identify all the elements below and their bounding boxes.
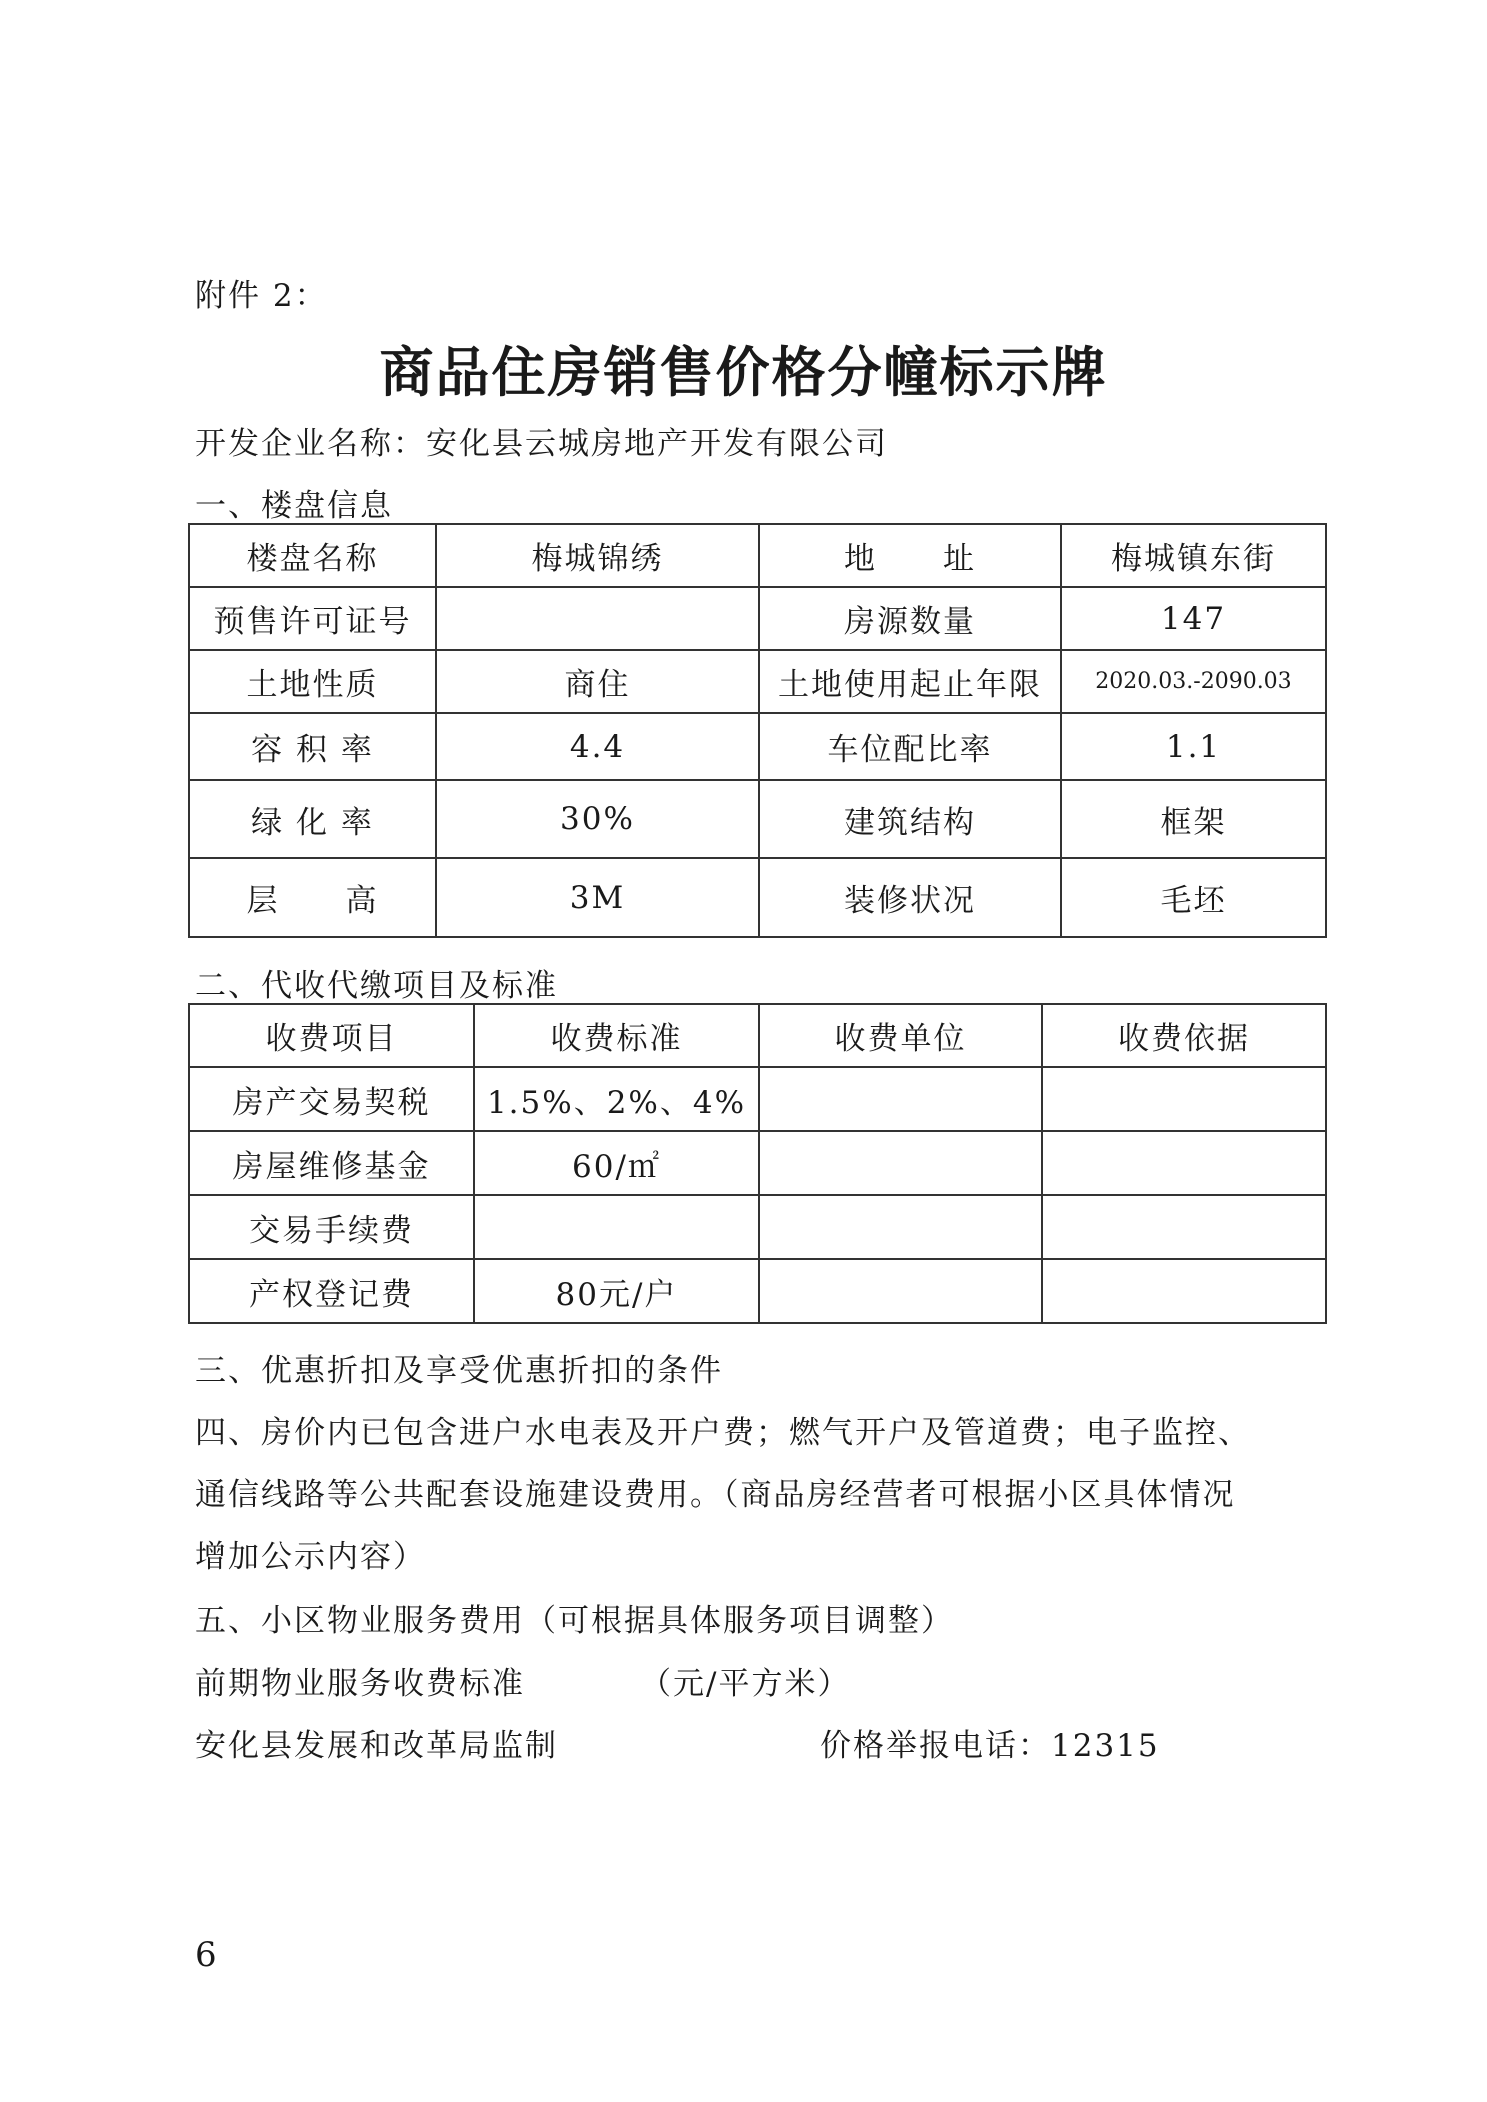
property-fee-label: 前期物业服务收费标准 [195, 1666, 525, 1702]
table-cell: 楼盘名称 [189, 524, 436, 587]
table-row [189, 650, 1326, 713]
table-row [189, 713, 1326, 780]
table-cell [759, 1131, 1042, 1195]
table-cell: 梅城镇东街 [1061, 524, 1326, 587]
table-cell: 房屋维修基金 [189, 1131, 474, 1195]
table-cell [759, 1259, 1042, 1323]
column-header: 收费标准 [474, 1004, 759, 1067]
table-cell: 容 积 率 [189, 713, 436, 780]
table-cell: 建筑结构 [759, 780, 1061, 858]
table-cell: 1.1 [1061, 713, 1326, 780]
table-cell: 1.5%、2%、4% [474, 1067, 759, 1131]
property-fee-unit: （元/平方米） [640, 1666, 851, 1702]
table-cell: 产权登记费 [189, 1259, 474, 1323]
table-cell [1042, 1067, 1326, 1131]
table-row [189, 524, 1326, 587]
table-cell: 房产交易契税 [189, 1067, 474, 1131]
table-cell [759, 1195, 1042, 1259]
fee-table [188, 1003, 1327, 1324]
table-cell: 框架 [1061, 780, 1326, 858]
section4-line2: 通信线路等公共配套设施建设费用。（商品房经营者可根据小区具体情况 [195, 1477, 1236, 1513]
column-header: 收费依据 [1042, 1004, 1326, 1067]
attachment-label: 附件 2： [195, 278, 328, 314]
table-cell: 30% [436, 780, 759, 858]
table-cell: 2020.03.-2090.03 [1061, 650, 1326, 713]
table-row [189, 587, 1326, 650]
table-cell: 毛坯 [1061, 858, 1326, 937]
page-number: 6 [195, 1935, 217, 1975]
table-row [189, 1259, 1326, 1323]
table-cell [474, 1195, 759, 1259]
supervisor: 安化县发展和改革局监制 [195, 1728, 558, 1764]
table-cell: 3M [436, 858, 759, 937]
table-cell [1042, 1259, 1326, 1323]
section1-heading: 一、楼盘信息 [195, 488, 393, 524]
table-header-row [189, 1004, 1326, 1067]
table-cell: 商住 [436, 650, 759, 713]
table-cell: 房源数量 [759, 587, 1061, 650]
table-row [189, 858, 1326, 937]
developer-name: 开发企业名称：安化县云城房地产开发有限公司 [195, 426, 888, 462]
table-cell: 地 址 [759, 524, 1061, 587]
table-cell: 60/㎡ [474, 1131, 759, 1195]
section5-heading: 五、小区物业服务费用（可根据具体服务项目调整） [195, 1603, 954, 1639]
table-cell: 土地性质 [189, 650, 436, 713]
page-title: 商品住房销售价格分幢标示牌 [379, 341, 1108, 404]
table-cell: 层 高 [189, 858, 436, 937]
section4-line1: 四、房价内已包含进户水电表及开户费；燃气开户及管道费；电子监控、 [195, 1415, 1251, 1451]
table-cell [759, 1067, 1042, 1131]
section2-heading: 二、代收代缴项目及标准 [195, 968, 558, 1004]
column-header: 收费单位 [759, 1004, 1042, 1067]
section4-line3: 增加公示内容） [195, 1539, 426, 1575]
table-cell: 预售许可证号 [189, 587, 436, 650]
table-cell: 土地使用起止年限 [759, 650, 1061, 713]
column-header: 收费项目 [189, 1004, 474, 1067]
table-row [189, 1195, 1326, 1259]
table-cell [1042, 1131, 1326, 1195]
table-row [189, 1131, 1326, 1195]
table-row [189, 1067, 1326, 1131]
table-cell: 80元/户 [474, 1259, 759, 1323]
table-cell: 交易手续费 [189, 1195, 474, 1259]
table-cell: 装修状况 [759, 858, 1061, 937]
price-hotline: 价格举报电话：12315 [820, 1728, 1160, 1764]
table-cell: 绿 化 率 [189, 780, 436, 858]
table-cell [436, 587, 759, 650]
table-row [189, 780, 1326, 858]
table-cell: 车位配比率 [759, 713, 1061, 780]
building-info-table [188, 523, 1327, 938]
section3-heading: 三、优惠折扣及享受优惠折扣的条件 [195, 1353, 723, 1389]
table-cell: 梅城锦绣 [436, 524, 759, 587]
table-cell: 147 [1061, 587, 1326, 650]
table-cell [1042, 1195, 1326, 1259]
table-cell: 4.4 [436, 713, 759, 780]
